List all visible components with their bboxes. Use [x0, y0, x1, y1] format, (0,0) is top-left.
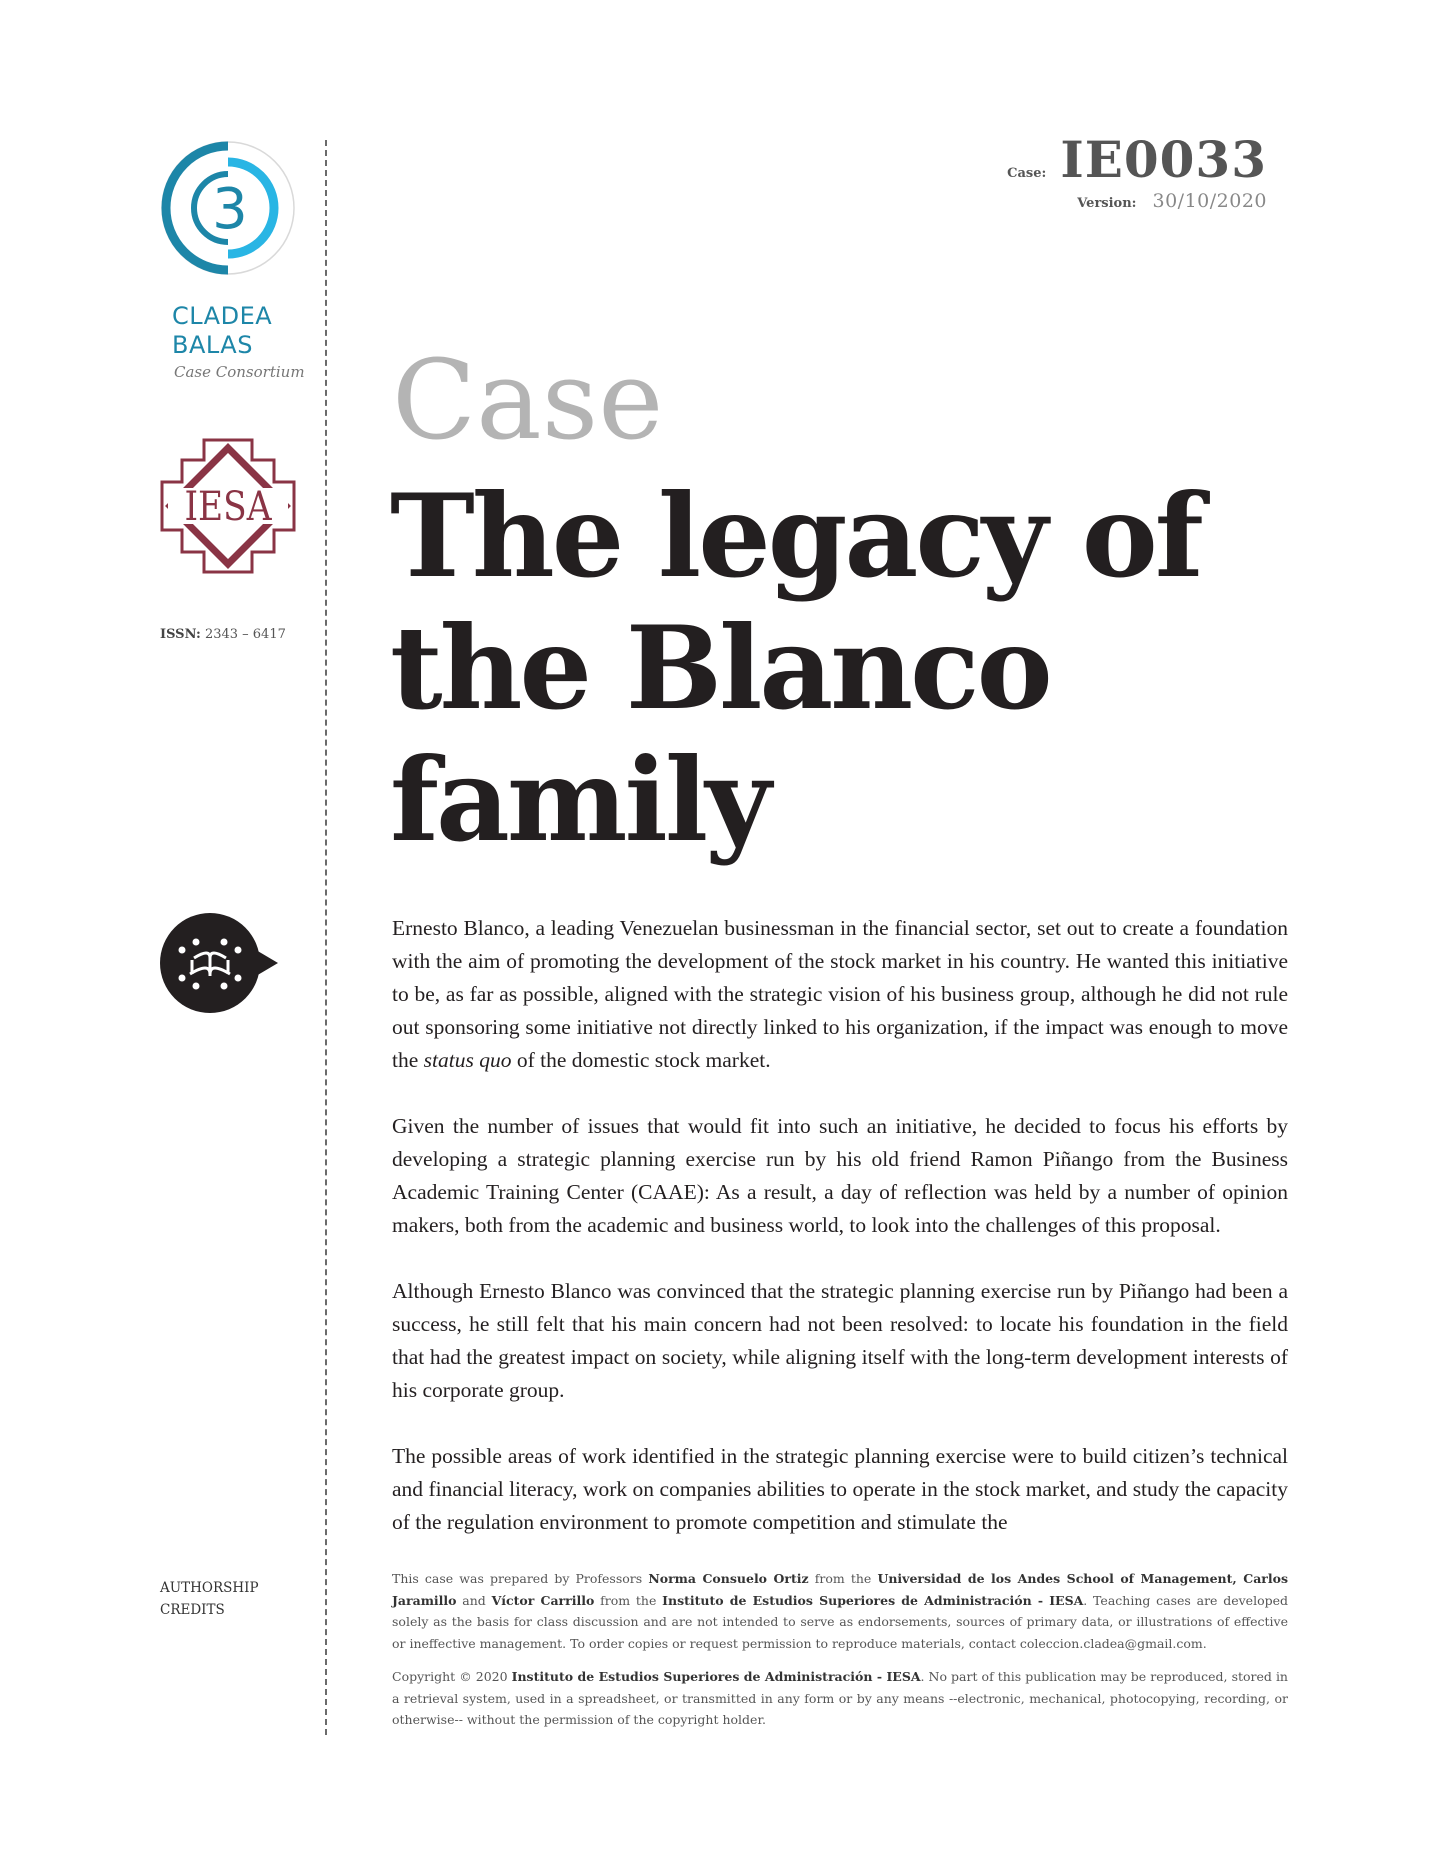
author-name: Víctor Carrillo	[491, 1592, 595, 1608]
note-text: from the	[808, 1571, 878, 1586]
version-info	[1077, 190, 1267, 212]
paragraph-1	[392, 912, 1288, 1077]
issn	[160, 627, 286, 642]
case-info	[1007, 132, 1267, 188]
case-body	[392, 912, 1288, 1572]
note-text: . Teaching cases are developed solely as the basis for class discussion and are not intended to serve as endorsements, sources of primary data, or illustrations of effective or ineffective management. To order copies or request permission to reproduce materials, contact coleccion.cladea@gmail.com.	[392, 1592, 1289, 1651]
paragraph-2: Given the number of issues that would fit into such an initiative, he decided to focus his efforts by developing a strategic planning exercise run by his old friend Ramon Piñango from the Business Academic Training Center (CAAE): As a result, a day of reflection was held by a number of opinion makers, both from the academic and business world, to look into the challenges of this proposal.	[392, 1114, 1288, 1237]
paragraph-1-text: Ernesto Blanco, a leading Venezuelan businessman in the financial sector, set out to create a foundation with the aim of promoting the development of the stock market in his country. He wanted this initiative to be, as far as possible, aligned with the strategic vision of his business group, although he did not rule out sponsoring some initiative not directly linked to his organization, if the impact was enough to move the	[392, 916, 1288, 1072]
institution-name: Instituto de Estudios Superiores de Administración - IESA	[662, 1592, 1084, 1608]
authorship-credits-label	[160, 1577, 259, 1621]
issn-label: ISSN:	[160, 627, 201, 642]
cladea-line: CLADEA	[172, 302, 273, 330]
note-text: and	[456, 1592, 492, 1608]
note-text: This case was prepared by Professors	[392, 1571, 649, 1586]
case-number: IE0033	[1060, 130, 1267, 189]
iesa-logo-text: IESA	[184, 482, 272, 530]
version-label: Version:	[1077, 196, 1137, 211]
institution-name: Instituto de Estudios Superiores de Administración - IESA	[511, 1669, 921, 1684]
paragraph-4: The possible areas of work identified in the strategic planning exercise were to build citizen’s technical and financial literacy, work on companies abilities to operate in the stock market, and study the capacity of the regulation environment to promote competition and stimulate the	[392, 1444, 1288, 1534]
paragraph-1-end: of the domestic stock market.	[511, 1048, 771, 1072]
balas-line: BALAS	[172, 331, 253, 359]
authorship-note	[392, 1568, 1288, 1654]
cladea-balas-logo	[158, 138, 298, 278]
status-quo-emphasis: status quo	[423, 1048, 512, 1072]
vertical-divider	[325, 140, 327, 1735]
case-label: Case:	[1007, 166, 1047, 181]
author-name: Norma Consuelo Ortiz	[648, 1571, 809, 1586]
copyright-note	[392, 1666, 1288, 1731]
institution-name: Universidad de los Andes School of Management, Carlos Jaramillo	[392, 1571, 1288, 1608]
cladea-balas-wordmark	[172, 302, 272, 360]
authorship-line: AUTHORSHIP	[160, 1580, 259, 1596]
svg-text:3: 3	[212, 177, 248, 242]
issn-value: 2343 – 6417	[204, 627, 286, 642]
copyright-text: Copyright © 2020	[392, 1669, 512, 1684]
copyright-text: . No part of this publication may be reproduced, stored in a retrieval system, used in a spreadsheet, or transmitted in any form or by any means --electronic, mechanical, photocopying, recording, or otherwise-- without the permission of the copyright holder.	[392, 1669, 1288, 1727]
title-kicker: Case	[392, 336, 664, 464]
book-people-icon	[160, 912, 280, 1014]
authorship-footer	[392, 1568, 1288, 1743]
credits-line: CREDITS	[160, 1602, 225, 1618]
page-title: The legacy of the Blanco family	[390, 469, 1201, 867]
note-text: from the	[594, 1592, 663, 1608]
version-value: 30/10/2020	[1152, 190, 1267, 212]
paragraph-3: Although Ernesto Blanco was convinced that the strategic planning exercise run by Piñango had been a success, he still felt that his main concern had not been resolved: to locate his foundation in the field that had the greatest impact on society, while aligning itself with the long-term development interests of his corporate group.	[392, 1279, 1288, 1402]
case-consortium-label: Case Consortium	[174, 363, 305, 381]
iesa-logo	[160, 438, 296, 574]
